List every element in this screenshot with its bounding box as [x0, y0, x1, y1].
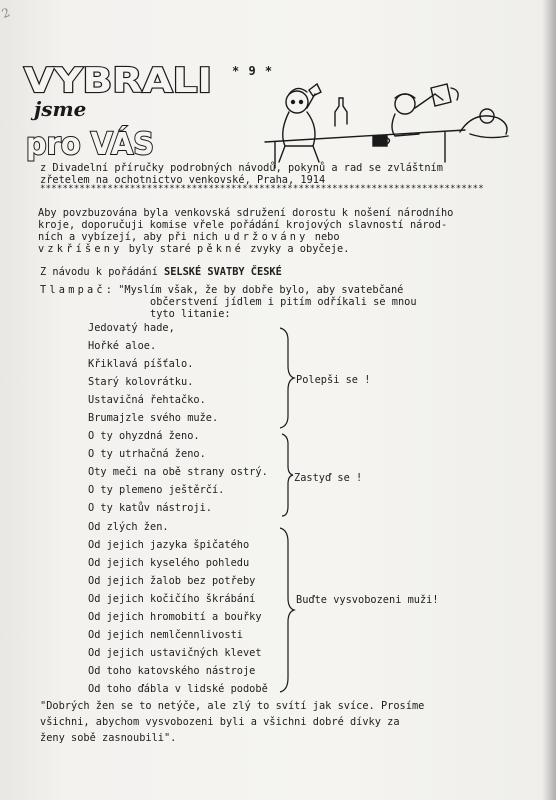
litany-item: O ty katův nástroji.: [88, 502, 212, 514]
section-title-prefix: Z návodu k pořádání: [40, 266, 164, 278]
litany-item: O ty ohyzdná ženo.: [88, 430, 200, 442]
section-title-bold: SELSKÉ SVATBY ČESKÉ: [164, 266, 282, 278]
speaker-text-1: : "Myslím však, že by dobře bylo, aby svatebčané: [105, 284, 404, 296]
logo-vybrali: [24, 61, 212, 101]
para-line-3: [38, 231, 508, 243]
para-spaced-word-1: udržovány: [223, 231, 309, 243]
para-line-1: Aby povzbuzována byla venkovská sdružení dorostu k nošení národního: [38, 207, 454, 219]
page-number: * 9 *: [232, 64, 274, 78]
speaker-line-3: tyto litanie:: [150, 308, 231, 320]
para-spaced-word-3: pěkné: [197, 243, 244, 255]
para-line-3a: ních a vybízejí, aby při nich: [38, 231, 224, 243]
brace-1: [276, 326, 296, 430]
closing-line-2: všichni, abychom vysvobozeni byli a všichni dobré dívky za: [40, 716, 400, 728]
section-title: [40, 266, 282, 278]
litany-item: Od jejich kočičího škrábání: [88, 593, 256, 605]
speaker-line-2: občerstvení jídlem i pitím odříkali se mnou: [150, 296, 417, 308]
brace-3: [278, 526, 296, 694]
litany-item: Křiklavá píšťalo.: [88, 358, 194, 370]
speaker-line-1: [40, 284, 403, 296]
closing-line-1: "Dobrých žen se to netýče, ale zlý to svítí jak svíce. Prosíme: [40, 700, 425, 712]
litany-item: O ty plemeno ještěrčí.: [88, 484, 225, 496]
litany-response-1: Polepši se !: [296, 374, 371, 386]
litany-item: Brumajzle svého muže.: [88, 412, 219, 424]
logo-line-1: VYBRALI: [24, 61, 212, 101]
litany-item: Od jejich žalob bez potřeby: [88, 575, 256, 587]
closing-line-3: ženy sobě zasnoubili".: [40, 732, 177, 744]
page-edge-shadow: [542, 0, 556, 800]
litany-item: Hořké aloe.: [88, 340, 157, 352]
intro-line-2: zřetelem na ochotnictvo venkovské, Praha, 1914: [40, 174, 326, 186]
vybrali-logo: [22, 60, 232, 170]
corner-pencil-mark: 2: [0, 5, 12, 21]
litany-item: Od jejich jazyka špičatého: [88, 539, 250, 551]
litany-item: Od jejich nemlčennlivosti: [88, 629, 243, 641]
drinkers-illustration: [255, 80, 515, 175]
speaker-name: Tlampač: [40, 284, 106, 296]
litany-item: O ty utrhačná ženo.: [88, 448, 206, 460]
litany-item: Od toho ďábla v lidské podobě: [88, 683, 268, 695]
para-spaced-word-2: vzkříšeny: [38, 243, 123, 255]
litany-item: Od zlých žen.: [88, 521, 169, 533]
litany-response-2: Zastyď se !: [294, 472, 363, 484]
litany-item: Ustavičná řehtačko.: [88, 394, 206, 406]
litany-item: Starý kolovrátku.: [88, 376, 194, 388]
logo-line-3: pro VÁS: [26, 127, 160, 162]
litany-item: Jedovatý hade,: [88, 322, 175, 334]
star-separator: *******************************************************************************: [40, 184, 484, 194]
para-line-3c: nebo: [308, 231, 340, 243]
litany-item: Oty meči na obě strany ostrý.: [88, 466, 268, 478]
litany-item: Od jejich ustavičných klevet: [88, 647, 262, 659]
logo-pro-vas: [26, 126, 160, 162]
para-line-4b: byly staré: [122, 243, 197, 255]
litany-item: Od jejich kyselého pohledu: [88, 557, 250, 569]
para-line-2: kroje, doporučuji komise vřele pořádání krojových slavností národ-: [38, 219, 448, 231]
para-line-4: [38, 243, 508, 255]
logo-line-2: jsme: [34, 97, 87, 121]
para-line-4d: zvyky a obyčeje.: [244, 243, 350, 255]
litany-response-3: Buďte vysvobozeni muži!: [296, 594, 439, 606]
litany-item: Od toho katovského nástroje: [88, 665, 256, 677]
intro-line-1: z Divadelní příručky podrobných návodů, pokynů a rad se zvláštním: [40, 162, 443, 174]
litany-item: Od jejich hromobití a bouřky: [88, 611, 262, 623]
